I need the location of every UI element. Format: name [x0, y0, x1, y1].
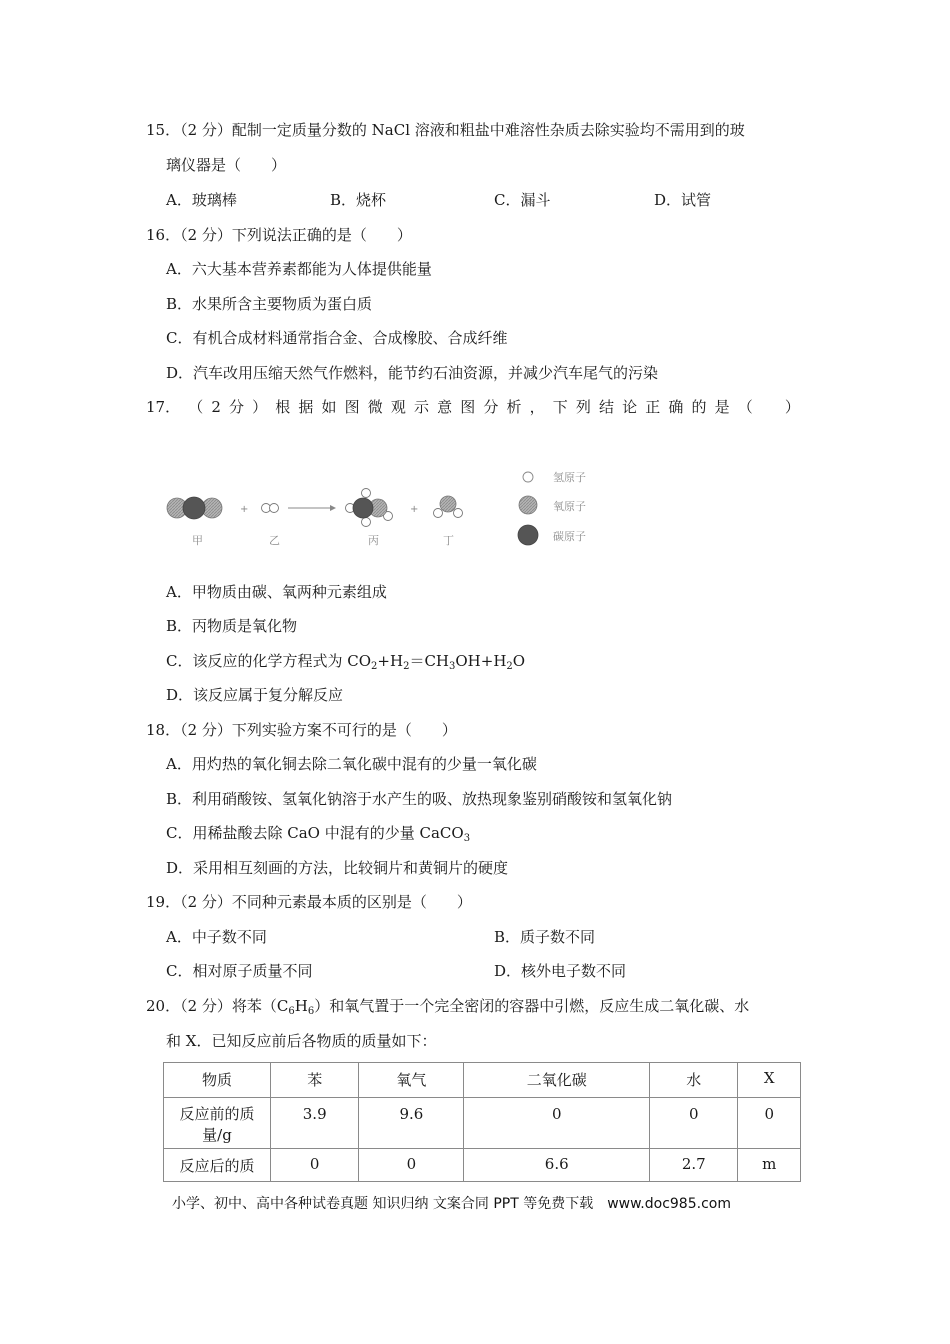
table-row-label: 反应前的质 量/g: [164, 1098, 271, 1149]
q15-option-b: B．烧杯: [330, 191, 387, 209]
table-header-cell: 氧气: [359, 1063, 464, 1098]
table-header-cell: 物质: [164, 1063, 271, 1098]
molecule-co2: [167, 497, 222, 519]
molecule-h2: [262, 504, 279, 513]
q16-option-c: C．有机合成材料通常指合金、合成橡胶、合成纤维: [166, 329, 508, 347]
table-cell: 3.9: [271, 1098, 359, 1149]
q17-option-c: C．该反应的化学方程式为 $CO_2+H_2=CH_3OH+H_2O$: [166, 652, 526, 672]
q15-option-a: A．玻璃棒: [166, 191, 237, 209]
table-cell: 0: [738, 1098, 801, 1149]
table-cell: 0: [359, 1149, 464, 1182]
table-cell: 0: [650, 1098, 738, 1149]
q18-stem: 18．（2 分）下列实验方案不可行的是（ ）: [146, 721, 457, 739]
q15-option-d: D．试管: [654, 191, 712, 209]
q17-option-b: B．丙物质是氧化物: [166, 617, 298, 635]
table-header-cell: 二氧化碳: [464, 1063, 650, 1098]
molecule-h2o: [434, 496, 463, 518]
q19-option-b: B．质子数不同: [494, 928, 596, 946]
q18-option-d: D．采用相互刻画的方法，比较铜片和黄铜片的硬度: [166, 859, 509, 877]
q18-option-a: A．用灼热的氧化铜去除二氧化碳中混有的少量一氧化碳: [166, 755, 537, 773]
q15-stem-line2: 璃仪器是（ ）: [166, 156, 287, 174]
q15-stem-line1: 15．（2 分）配制一定质量分数的 NaCl 溶液和粗盐中难溶性杂质去除实验均不需用到的玻: [146, 121, 745, 139]
reaction-arrow: [288, 505, 336, 511]
q18-option-c: C．用稀盐酸去除 CaO 中混有的少量 CaCO$_3$: [166, 824, 471, 844]
q16-option-d: D．汽车改用压缩天然气作燃料，能节约石油资源，并减少汽车尾气的污染: [166, 364, 659, 382]
table-cell: 0: [464, 1098, 650, 1149]
legend-hydrogen: 氢原子: [553, 471, 586, 484]
diagram-label-jia: 甲: [192, 534, 203, 547]
table-row-after: [164, 1149, 801, 1182]
reaction-diagram: [160, 466, 620, 556]
table-row-before: [164, 1098, 801, 1149]
table-cell: 9.6: [359, 1098, 464, 1149]
legend-oxygen: 氧原子: [553, 500, 586, 513]
diagram-label-bing: 丙: [368, 534, 379, 547]
q19-option-c: C．相对原子质量不同: [166, 962, 313, 980]
legend-symbols: [514, 466, 544, 556]
table-header-cell: 水: [650, 1063, 738, 1098]
diagram-label-yi: 乙: [269, 534, 280, 547]
table-header-row: [164, 1063, 801, 1098]
q19-option-d: D．核外电子数不同: [494, 962, 627, 980]
table-cell: 0: [271, 1149, 359, 1182]
q16-stem: 16．（2 分）下列说法正确的是（ ）: [146, 226, 412, 244]
table-cell: 2.7: [650, 1149, 738, 1182]
q19-stem: 19．（2 分）不同种元素最本质的区别是（ ）: [146, 893, 472, 911]
q17-option-a: A．甲物质由碳、氧两种元素组成: [166, 583, 387, 601]
molecule-ch3oh: [346, 489, 393, 527]
q20-stem-line2: 和 X．已知反应前后各物质的质量如下：: [166, 1032, 437, 1050]
q17-option-d: D．该反应属于复分解反应: [166, 686, 344, 704]
legend-carbon: 碳原子: [553, 530, 586, 543]
q15-option-c: C．漏斗: [494, 191, 551, 209]
table-header-cell: 苯: [271, 1063, 359, 1098]
q18-option-b: B．利用硝酸铵、氢氧化钠溶于水产生的吸、放热现象鉴别硝酸铵和氢氧化钠: [166, 790, 673, 808]
table-header-cell: X: [738, 1063, 801, 1098]
table-row-label: 反应后的质: [164, 1149, 271, 1182]
diagram-label-ding: 丁: [443, 534, 454, 547]
table-cell: m: [738, 1149, 801, 1182]
mass-table: [163, 1062, 801, 1182]
svg-text:+: +: [410, 504, 419, 515]
q16-option-b: B．水果所含主要物质为蛋白质: [166, 295, 373, 313]
q20-stem-line1: 20．（2 分）将苯$(C_6H_6)$和氧气置于一个完全密闭的容器中引燃，反应生成二氧化碳、水: [146, 997, 750, 1017]
q16-option-a: A．六大基本营养素都能为人体提供能量: [166, 260, 432, 278]
q19-option-a: A．中子数不同: [166, 928, 267, 946]
table-cell: 6.6: [464, 1149, 650, 1182]
page-footer: 小学、初中、高中各种试卷真题 知识归纳 文案合同 PPT 等免费下载 www.doc985.com: [172, 1196, 731, 1212]
svg-text:+: +: [240, 504, 249, 515]
q17-stem: 17． （ 2 分 ） 根 据 如 图 微 观 示 意 图 分 析 ， 下 列 结 论 正 确 的 是 （ ）: [146, 398, 800, 416]
